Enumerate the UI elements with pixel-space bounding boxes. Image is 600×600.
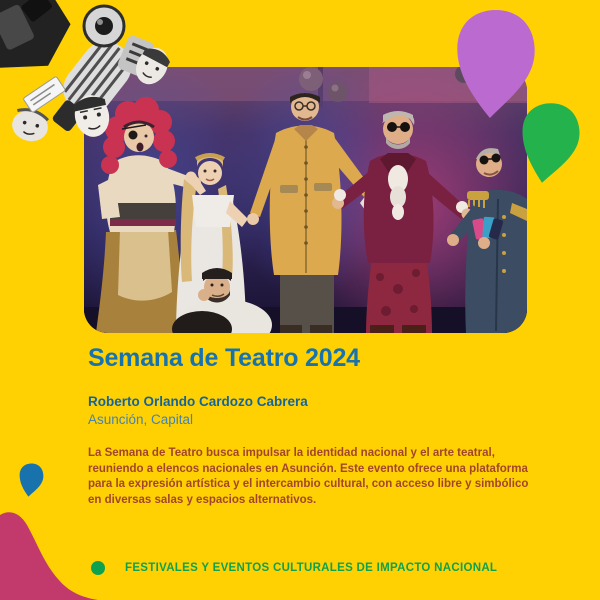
colorful-cards bbox=[472, 217, 504, 240]
green-drop-blob bbox=[521, 93, 581, 193]
category-footer bbox=[91, 561, 497, 575]
bw-collage-decoration bbox=[0, 0, 196, 152]
category-label: FESTIVALES Y EVENTOS CULTURALES DE IMPACTO NACIONAL bbox=[125, 562, 498, 574]
organizer-name: Roberto Orlando Cardozo Cabrera bbox=[88, 394, 308, 409]
event-title: Semana de Teatro 2024 bbox=[88, 344, 360, 372]
collage-face-3 bbox=[9, 107, 51, 145]
blue-drop-decoration bbox=[19, 461, 44, 499]
event-info-section bbox=[88, 344, 536, 508]
organizer-location: Asunción, Capital bbox=[88, 412, 194, 427]
pink-corner-blob bbox=[0, 503, 98, 600]
event-description: La Semana de Teatro busca impulsar la identidad nacional y el arte teatral, reuniendo a elencos nacionales en Asunción. Este evento ofrece una plataforma para la expresión artística y el intercambio cultural, con acceso libre y simbólico en diversas salas y espacios alternativos. bbox=[88, 447, 529, 506]
collage-ticket bbox=[23, 76, 66, 112]
